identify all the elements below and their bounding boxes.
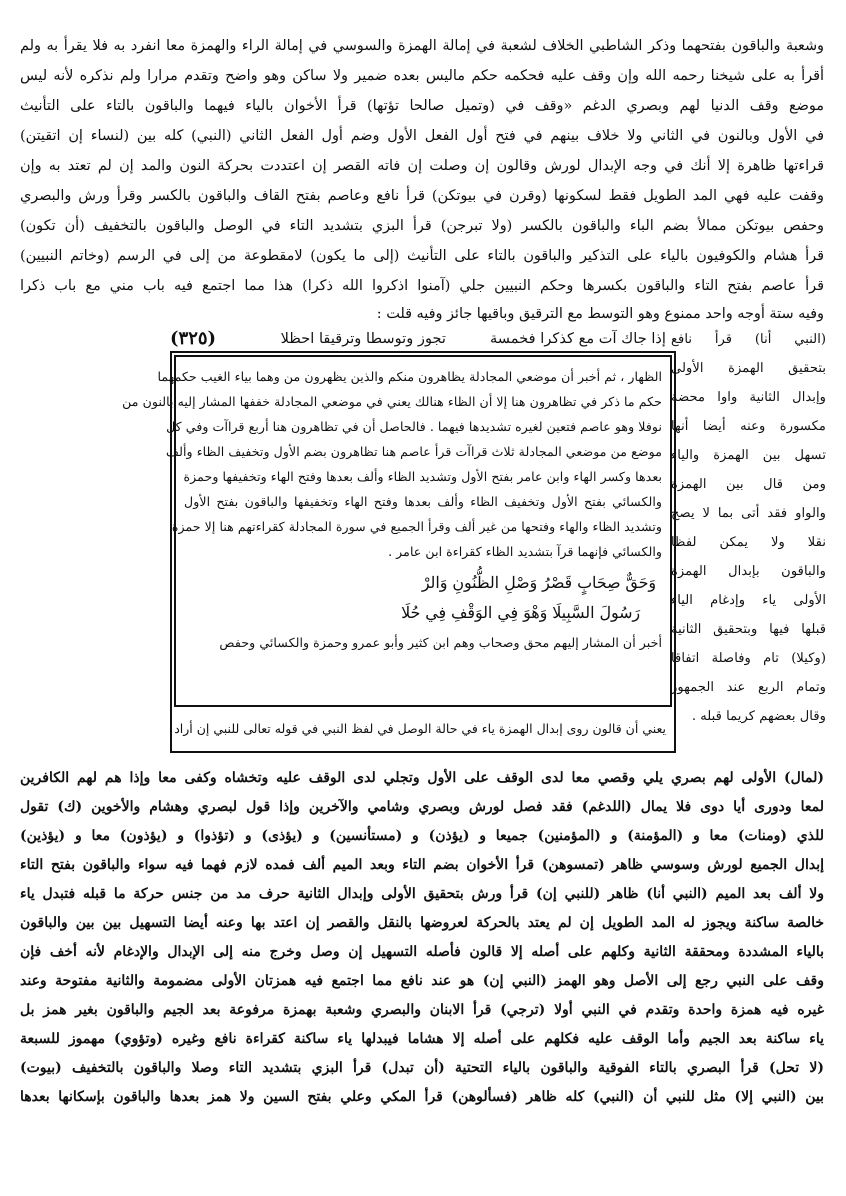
text-line: ياء ساكنة بعد الجيم وأما الوقف عليه فكلهم على أصله إلا هشاما فيبدلها ياء ساكنة كقراءة نافع وغيره (وتؤوي) مهموز للسبعة xyxy=(20,1031,824,1047)
text-line: خالصة ساكنة ويجوز له المد الطويل إن لم يعتد بالحركة لعروضها بالنقل والقصر إن اعتد بها وعنه أيضا التسهيل بين بين والباقون xyxy=(20,915,824,931)
box-text-line: بعدها وكسر الهاء وابن عامر بفتح الأول وتشديد الظاء وألف بعدها وفتح الهاء وتخفيفها وحمزة xyxy=(183,469,662,484)
box-text-line: أخبر أن المشار إليهم محق وصحاب وهم ابن كثير وأبو عمرو وحمزة والكسائي وحفص xyxy=(219,635,662,650)
box-text-line: والكسائي فإنهما قرآ بتشديد الظاء كقراءة ابن عامر . xyxy=(388,544,662,559)
text-line: ولا ألف بعد الميم (النبي أنا) ظاهر (للنبي إن) قرأ ورش بتحقيق الأولى وإبدال الثانية حرف مد من جنس حركة ما قبله فتبدل ياء xyxy=(20,886,824,902)
sidebar-line: والواو فقد أتى بما لا يصح xyxy=(671,506,826,521)
verse-hemistich: إذا جاك آت مع كذكرا فخمسة xyxy=(489,330,666,347)
box-verse: رَسُولَ السَّبِيلَا وَهْوَ فِي الوَقْفِ فِي حُلَا xyxy=(401,603,640,622)
sidebar-line: وقال بعضهم كريما قبله . xyxy=(691,709,826,724)
text-line: (لمال) الأولى لهم بصري يلي وقصي معا لدى الوقف على الأول وتجلي لدى الوقف عليه وتخشاه وكفى معا وإذا هم لهم الكافرين xyxy=(20,770,824,786)
text-line: وحفص بيوتكن ممالأ بضم الباء والباقون بالكسر (ولا تبرجن) قرأ البزي بتشديد التاء في الوصل والباقون بالتخفيف (أن تكون) xyxy=(20,218,824,234)
box-text-line: وتشديد الظاء والهاء وفتحها من غير ألف وقرأ الجميع في سورة المجادلة كقراءتهم هنا إلا حمزة xyxy=(171,519,662,534)
text-line: (لا تحل) قرأ البصري بالتاء الفوقية والباقون بالياء التحتية (أن تبدل) قرأ البزي بتشديد التاء وصلا والباقون بالتخفيف (بيوت) xyxy=(20,1060,824,1076)
sidebar-line: (النبي أنا) قرأ نافع xyxy=(671,332,826,347)
sidebar-line: قبلها فيها وبتحقيق الثانية xyxy=(671,622,826,637)
text-line: أقرأ به على شيخنا رحمه الله وإن وقف عليه فحكمه حكم ماليس بعده ضمير ولا ساكن وهو واضح وتقدم مرارا ولم نذكره لأنه ليس xyxy=(20,68,824,84)
sidebar-line: نقلا ولا يمكن لفظا xyxy=(671,535,826,550)
text-line: لمعا ودورى أيا دوى فلا يمال (اللدغم) فقد فصل لورش وبصري وشامي والآخرين وإذا قول لبصري وهشام والأخوين (ك) تقول xyxy=(20,799,824,815)
sidebar-line: تسهل بين الهمزة والياء xyxy=(671,448,826,463)
sidebar-line: وإبدال الثانية واوا محضة xyxy=(671,390,826,405)
text-line: قرأ عاصم بفتح التاء والباقون بكسرها وحكم النبيين جلي (آمنوا اذكروا الله ذكرا) هذا مما اجتمع فيه باب مني مع باب ذكرا xyxy=(20,278,824,294)
text-line: قراءتها ظاهرة إلا أنك في وجه الإبدال لورش وقالون إن وصلت إن فاته القصر إن اعتددت بحركة النون والمد إن لم تعتد به وإن xyxy=(20,158,824,174)
text-line: إبدال الجميع لورش وسوسي ظاهر (تمسوهن) قرأ الأخوان بضم التاء وبعد الميم ألف فمده لازم فهما فيه سواء والباقون بفتح التاء xyxy=(20,857,824,873)
box-verse: وَحَقٌّ صِحَابٍ قَصْرُ وَصْلِ الظُّنُونِ وَالرْ xyxy=(421,573,656,592)
text-line: قرأ هشام والكوفيون بالياء على التذكير والباقون بالتاء على التأنيث (إلى ما يكون) لامقطوعة من إلى في الرسم (وخاتم النبيين) xyxy=(20,248,824,264)
boxed-commentary-inner xyxy=(122,355,672,707)
text-line: بالياء المشددة ومحققة الثانية وكلهم على أصله إلا قالون فأصله التسهيل إن وصل وخرج منه إلى الإبدال والإدغام لأنه أخف فإن xyxy=(20,944,824,960)
text-line: بين (النبي إلا) مثل للنبي أن (النبي) كله ظاهر (فسألوهن) قرأ المكي وعلي بفتح السين ولا همز بعدها والباقون بإسكانها بعدها xyxy=(20,1089,824,1105)
text-line: في الأول وبالنون في الثاني ولا خلاف بينهم في فتح أول الفعل الأول وضم أول الفعل الثاني (النبي) كله بين (لنساء إن اتقيتن) xyxy=(20,128,824,144)
box-text-line: والكسائي بفتح الأول وتخفيف الظاء وألف بعدها وفتح الهاء وتخفيفها والباقون بفتح الأول xyxy=(184,494,662,509)
poem-verse-line xyxy=(170,328,666,350)
verse-hemistich: تجوز وتوسطا وترقيقا احظلا xyxy=(280,330,446,347)
sidebar-line: الأولى ياء وإدغام الياء xyxy=(671,593,826,608)
box-text-line: الظهار ، ثم أخبر أن موضعي المجادلة يظاهرون منكم والذين يظهرون من وهما بياء الغيب حكمهما xyxy=(157,369,662,384)
text-line: وشعبة والباقون بفتحهما وذكر الشاطبي الخلاف لشعبة في إمالة الهمزة والسوسي في إمالة الراء والهمزة معا انفرد به فلا يقرأ به ولم xyxy=(20,38,824,54)
text-line: وقفت عليه فهي المد الطويل فقط لسكونها (وقرن في بيوتكن) قرأ نافع وعاصم بفتح القاف والباقون بالكسر وقرأ ورش والبصري xyxy=(20,188,824,204)
box-footer-line: يعني أن قالون روى إبدال الهمزة ياء في حالة الوصل في لفظ النبي في قوله تعالى للنبي إن أراد xyxy=(174,721,666,736)
sidebar-line: وتمام الربع عند الجمهور xyxy=(671,680,826,695)
sidebar-line: مكسورة وعنه أيضا أنها xyxy=(671,419,826,434)
box-text-line: حكم ما ذكر في تظاهرون هنا إلا أن الظاء هنالك يعني في موضعي المجادلة خففها المشار إليه بالنون من xyxy=(122,394,662,409)
sidebar-line: والباقون بإبدال الهمزة xyxy=(671,564,826,579)
text-line: للذي (ومنات) معا و (المؤمنة) و (المؤمنين) جميعا و (يؤذن) و (مستأنسين) و (يؤذى) و (تؤذوا) و (يؤذون) معا و (يؤذين) xyxy=(20,828,824,844)
box-text-line: نوفلا وهو عاصم فتعين لغيره تشديدها فيهما . فالحاصل أن في تظاهرون هنا أربع قراآت وفي كل xyxy=(166,419,662,434)
text-line: غيره فيه همزة واحدة وتقدم في النبي أولا (ترجي) قرأ الابنان والبصري وشعبة بهمزة مرفوعة بعد الجيم والباقون بغير همز بل xyxy=(20,1002,824,1018)
sidebar-line: (وكيلا) تام وفاصلة اتفاقا xyxy=(671,651,826,666)
text-line: وفيه ستة أوجه واحد ممنوع وهو التوسط مع الترقيق وباقيها جائز وفيه قلت : xyxy=(376,306,824,322)
page-number: (٣٢٥) xyxy=(170,328,217,349)
box-text-line: موضع من موضعي المجادلة ثلاث قراآت قرأ عاصم هنا تظاهرون بضم الأول وتخفيف الظاء وألف xyxy=(166,444,662,459)
text-line: موضع وقف الدنيا لهم وبصري الدغم «وقف في (وتميل صالحا تؤتها) قرأ الأخوان بالياء فيهما والباقون بالتاء على التأنيث xyxy=(20,98,824,114)
text-line: وقف على النبي رجع إلى الأصل وهو الهمز (النبي إن) هو عند نافع مما اجتمع فيه همزتان الأولى مضمومة والثانية مفتوحة وعند xyxy=(20,973,824,989)
sidebar-line: ومن قال بين الهمزة xyxy=(671,477,826,492)
sidebar-line: بتحقيق الهمزة الأولى xyxy=(671,361,826,376)
boxed-commentary xyxy=(122,351,676,753)
